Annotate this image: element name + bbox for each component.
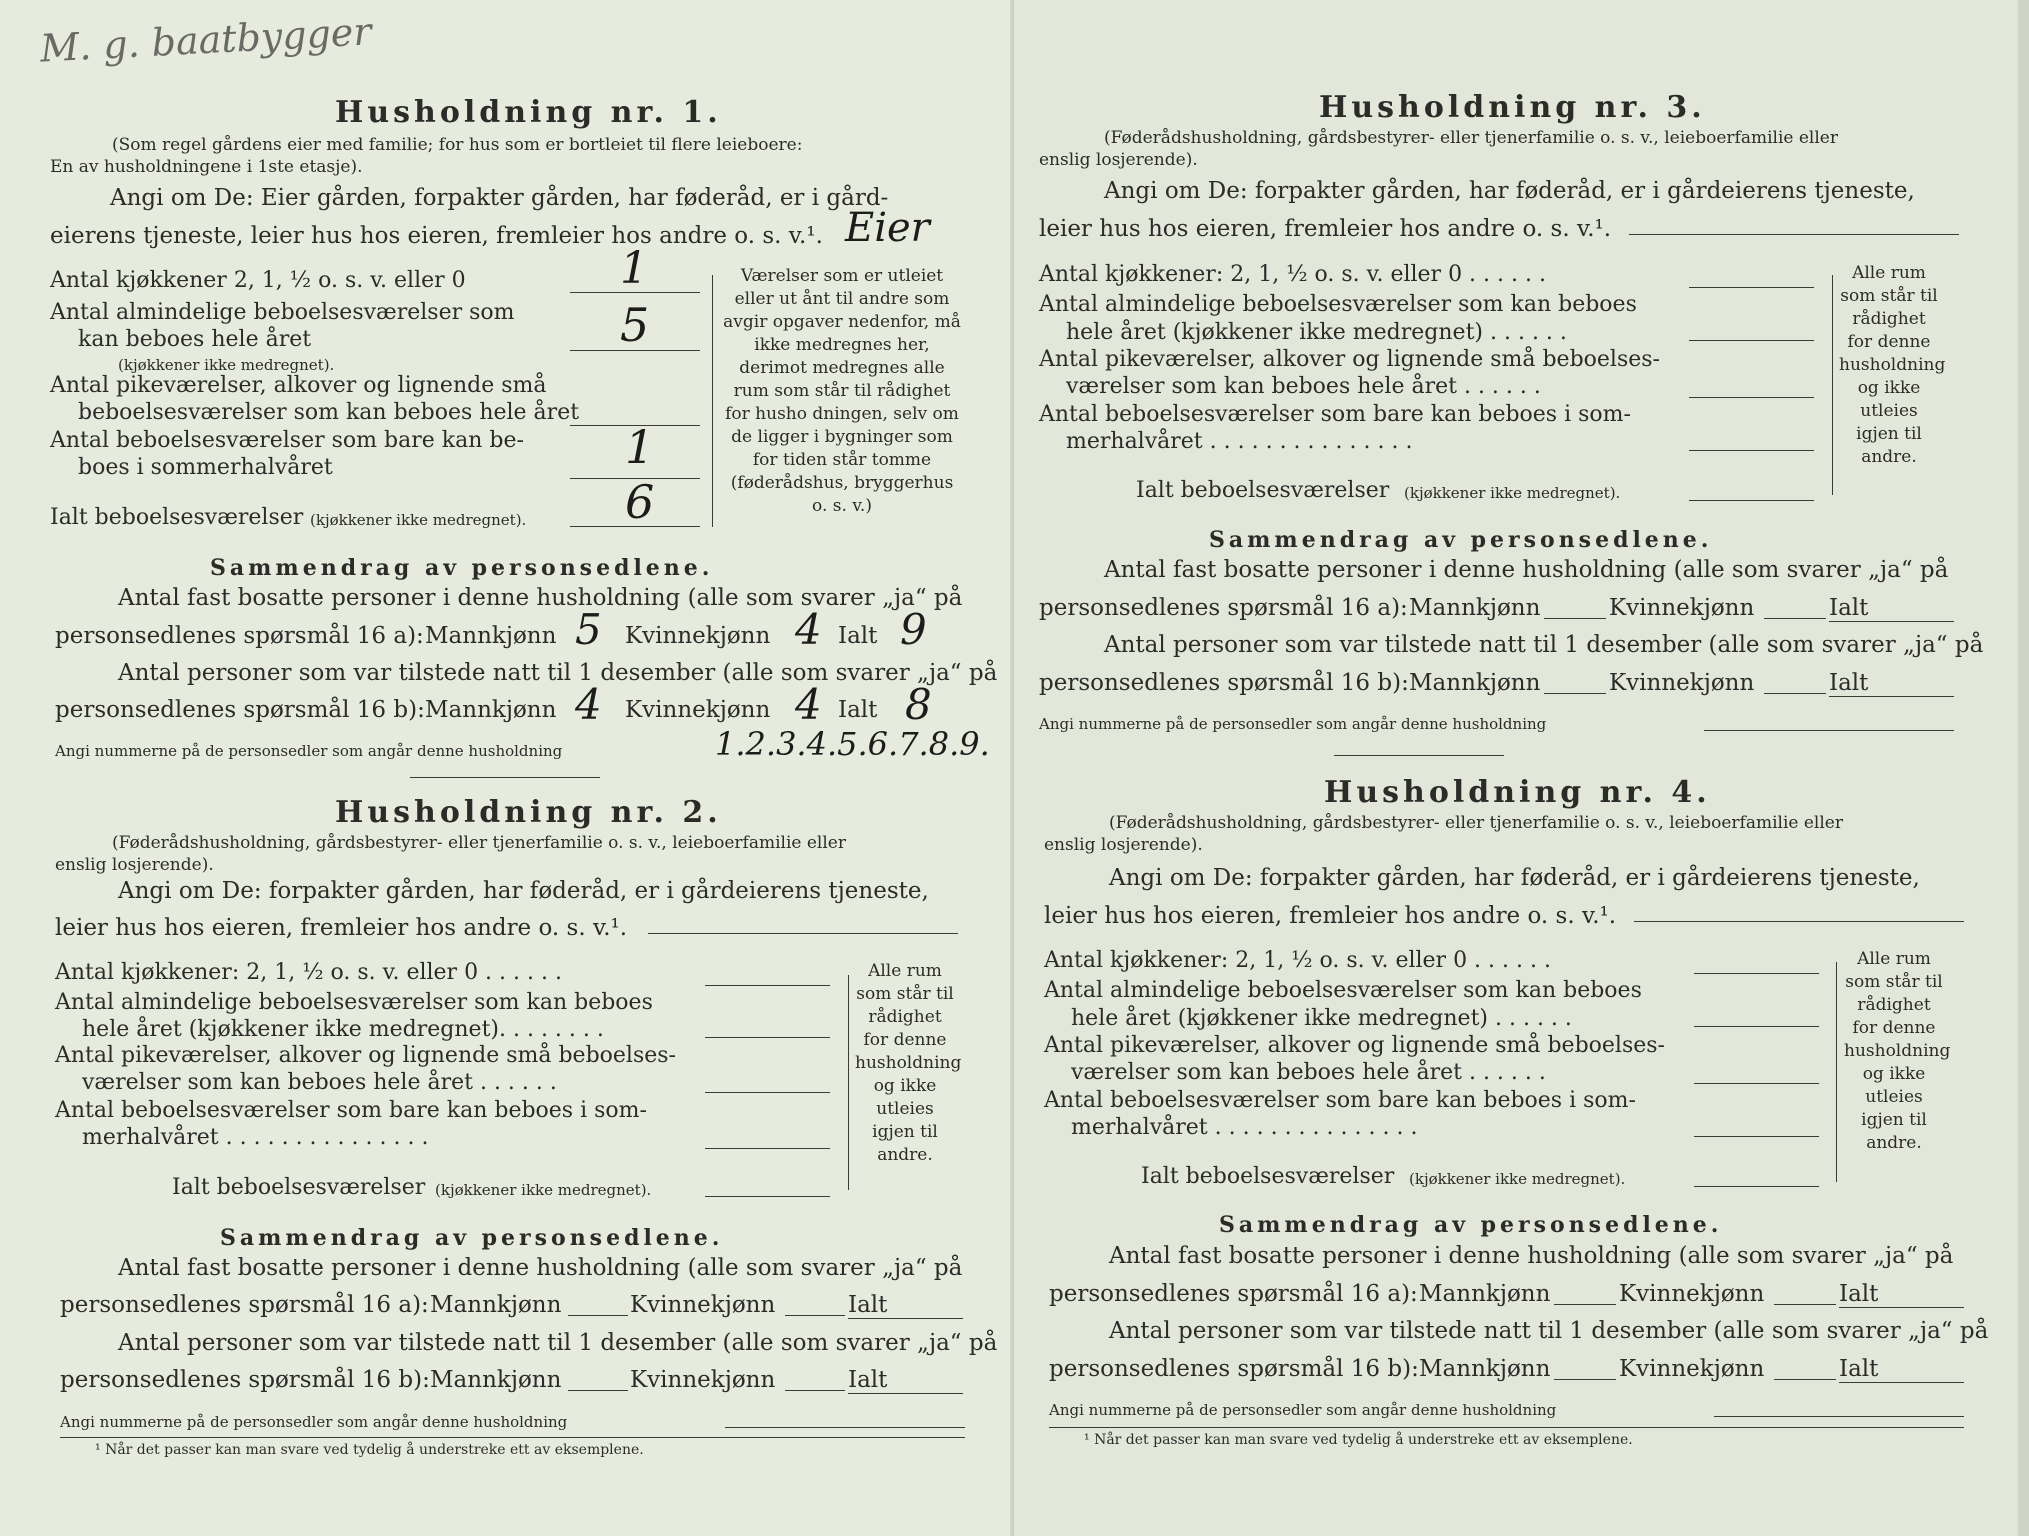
h3-angi-1: Angi om De: forpakter gården, har føderåd, er i gårdeierens tjeneste,	[1104, 178, 1915, 204]
household-3-side-note: Alle rum som står til rådighet for denne husholdning og ikke utleies igjen til andre.	[1839, 263, 1946, 467]
household-2-side-note: Alle rum som står til rådighet for denne husholdning og ikke utleies igjen til andre.	[855, 961, 962, 1165]
h4-rooms-2: hele året (kjøkkener ikke medregnet) . . . . . .	[1071, 1006, 1572, 1031]
nummer-label: Angi nummerne på de personsedler som angår denne husholdning	[55, 742, 563, 760]
h3-summary-1a: Antal fast bosatte personer i denne husholdning (alle som svarer „ja“ på	[1104, 557, 1949, 583]
ialt-label: Ialt	[848, 1367, 888, 1393]
h2-summary-1b: personsedlenes spørsmål 16 a):	[60, 1292, 429, 1318]
h3-maid-rooms-2: værelser som kan beboes hele året . . . . . .	[1066, 374, 1541, 399]
h3-summary-2a: Antal personer som var tilstede natt til 1 desember (alle som svarer „ja“ på	[1104, 632, 1984, 658]
mann-label: Mannkjønn	[425, 623, 557, 649]
ialt-label: Ialt	[848, 1292, 888, 1318]
h4-summer-rooms-2: merhalvåret . . . . . . . . . . . . . . .	[1071, 1115, 1418, 1140]
kvinne-label: Kvinnekjønn	[625, 697, 771, 723]
h2-total-rooms: Ialt beboelsesværelser	[172, 1175, 426, 1200]
h3-summary-1b: personsedlenes spørsmål 16 a):	[1039, 595, 1408, 621]
s2-kvinne-value[interactable]: 4	[795, 680, 822, 729]
angi-answer[interactable]: Eier	[845, 205, 930, 251]
h2-kitchens: Antal kjøkkener: 2, 1, ½ o. s. v. eller 0 . . . . . .	[55, 960, 562, 985]
h2-summary-2a: Antal personer som var tilstede natt til 1 desember (alle som svarer „ja“ på	[118, 1330, 998, 1356]
ialt-label: Ialt	[838, 623, 878, 649]
kvinne-label: Kvinnekjønn	[1619, 1356, 1765, 1382]
mann-label: Mannkjønn	[1409, 670, 1541, 696]
s1-ialt-value[interactable]: 9	[900, 605, 927, 654]
household-4-title: Husholdning nr. 4.	[1324, 775, 1711, 810]
h2-angi-2: leier hus hos eieren, fremleier hos andre o. s. v.¹.	[55, 915, 628, 941]
h2-angi-1: Angi om De: forpakter gården, har føderåd, er i gårdeierens tjeneste,	[118, 878, 929, 904]
h2-maid-rooms: Antal pikeværelser, alkover og lignende små beboelses-	[55, 1043, 676, 1068]
angi-line-2: eierens tjeneste, leier hus hos eieren, fremleier hos andre o. s. v.¹.	[50, 223, 823, 249]
household-4-side-note: Alle rum som står til rådighet for denne husholdning og ikke utleies igjen til andre.	[1844, 949, 1951, 1153]
angi-line-1: Angi om De: Eier gården, forpakter gården, har føderåd, er i gård-	[110, 185, 889, 211]
ialt-label: Ialt	[1839, 1281, 1879, 1307]
h4-nummer-label: Angi nummerne på de personsedler som angår denne husholdning	[1049, 1401, 1557, 1419]
rooms-label-2: kan beboes hele året	[78, 327, 312, 352]
s2-mann-value[interactable]: 4	[575, 680, 602, 729]
h3-total-rooms: Ialt beboelsesværelser	[1136, 478, 1390, 503]
household-1-note-2: En av husholdningene i 1ste etasje).	[50, 157, 363, 177]
h4-kitchens: Antal kjøkkener: 2, 1, ½ o. s. v. eller 0 . . . . . .	[1044, 948, 1551, 973]
h3-rooms-2: hele året (kjøkkener ikke medregnet) . . . . . .	[1066, 320, 1567, 345]
h2-nummer-label: Angi nummerne på de personsedler som angår denne husholdning	[60, 1413, 568, 1431]
h4-summer-rooms: Antal beboelsesværelser som bare kan beboes i som-	[1044, 1088, 1636, 1113]
h3-maid-rooms: Antal pikeværelser, alkover og lignende små beboelses-	[1039, 347, 1660, 372]
rooms-note: (kjøkkener ikke medregnet).	[118, 356, 335, 374]
household-1-summary-title: Sammendrag av personsedlene.	[210, 555, 714, 581]
kvinne-label: Kvinnekjønn	[630, 1367, 776, 1393]
h2-total-note: (kjøkkener ikke medregnet).	[435, 1181, 652, 1199]
s1-mann-value[interactable]: 5	[575, 605, 602, 654]
h3-summer-rooms: Antal beboelsesværelser som bare kan beboes i som-	[1039, 402, 1631, 427]
h3-total-note: (kjøkkener ikke medregnet).	[1404, 484, 1621, 502]
h3-summary-2b: personsedlenes spørsmål 16 b):	[1039, 670, 1409, 696]
h2-rooms-2: hele året (kjøkkener ikke medregnet). . . . . . . .	[82, 1017, 604, 1042]
s1-kvinne-value[interactable]: 4	[795, 605, 822, 654]
household-2-summary-title: Sammendrag av personsedlene.	[220, 1225, 724, 1251]
ialt-label: Ialt	[838, 697, 878, 723]
kvinne-label: Kvinnekjønn	[1619, 1281, 1765, 1307]
household-3-summary-title: Sammendrag av personsedlene.	[1209, 527, 1713, 553]
household-1-title: Husholdning nr. 1.	[335, 95, 722, 130]
maid-rooms-label: Antal pikeværelser, alkover og lignende små	[50, 373, 547, 398]
h2-maid-rooms-2: værelser som kan beboes hele året . . . . . .	[82, 1070, 557, 1095]
h2-summary-1a: Antal fast bosatte personer i denne husholdning (alle som svarer „ja“ på	[118, 1255, 963, 1281]
mann-label: Mannkjønn	[425, 697, 557, 723]
household-2-title: Husholdning nr. 2.	[335, 795, 722, 830]
mann-label: Mannkjønn	[1419, 1356, 1551, 1382]
left-page	[0, 0, 1014, 1536]
total-rooms-label: Ialt beboelsesværelser	[50, 505, 304, 530]
ialt-label: Ialt	[1829, 595, 1869, 621]
kvinne-label: Kvinnekjønn	[625, 623, 771, 649]
rooms-value[interactable]: 5	[620, 298, 650, 352]
h2-summer-rooms: Antal beboelsesværelser som bare kan beboes i som-	[55, 1098, 647, 1123]
total-rooms-value[interactable]: 6	[625, 475, 655, 529]
kitchens-label: Antal kjøkkener 2, 1, ½ o. s. v. eller 0	[50, 268, 466, 293]
summary-2b: personsedlenes spørsmål 16 b):	[55, 697, 425, 723]
ialt-label: Ialt	[1829, 670, 1869, 696]
summer-rooms-value[interactable]: 1	[625, 420, 655, 474]
h4-angi-2: leier hus hos eieren, fremleier hos andre o. s. v.¹.	[1044, 903, 1617, 929]
household-4-note: (Føderådshusholdning, gårdsbestyrer- eller tjenerfamilie o. s. v., leieboerfamilie eller	[1109, 813, 1843, 833]
mann-label: Mannkjønn	[1419, 1281, 1551, 1307]
mann-label: Mannkjønn	[430, 1292, 562, 1318]
rooms-label: Antal almindelige beboelsesværelser som	[50, 300, 515, 325]
h3-rooms: Antal almindelige beboelsesværelser som kan beboes	[1039, 292, 1637, 317]
kvinne-label: Kvinnekjønn	[630, 1292, 776, 1318]
kvinne-label: Kvinnekjønn	[1609, 595, 1755, 621]
h3-angi-2: leier hus hos eieren, fremleier hos andre o. s. v.¹.	[1039, 216, 1612, 242]
h4-rooms: Antal almindelige beboelsesværelser som kan beboes	[1044, 978, 1642, 1003]
household-3-note-2: enslig losjerende).	[1039, 150, 1198, 170]
s2-ialt-value[interactable]: 8	[905, 680, 932, 729]
h4-summary-1b: personsedlenes spørsmål 16 a):	[1049, 1281, 1418, 1307]
household-1-note: (Som regel gårdens eier med familie; for hus som er bortleiet til flere leieboere:	[112, 135, 803, 155]
h3-kitchens: Antal kjøkkener: 2, 1, ½ o. s. v. eller 0 . . . . . .	[1039, 262, 1546, 287]
footnote: ¹ Når det passer kan man svare ved tydelig å understreke ett av eksemplene.	[95, 1442, 644, 1458]
h4-summary-1a: Antal fast bosatte personer i denne husholdning (alle som svarer „ja“ på	[1109, 1243, 1954, 1269]
h4-angi-1: Angi om De: forpakter gården, har føderåd, er i gårdeierens tjeneste,	[1109, 865, 1920, 891]
summer-rooms-label: Antal beboelsesværelser som bare kan be-	[50, 428, 524, 453]
h4-total-rooms: Ialt beboelsesværelser	[1141, 1164, 1395, 1189]
h4-total-note: (kjøkkener ikke medregnet).	[1409, 1170, 1626, 1188]
kitchens-value[interactable]: 1	[620, 243, 648, 294]
household-4-summary-title: Sammendrag av personsedlene.	[1219, 1212, 1723, 1238]
h4-summary-2b: personsedlenes spørsmål 16 b):	[1049, 1356, 1419, 1382]
right-page	[1014, 0, 2029, 1536]
corner-handwriting: M. g. baatbygger	[39, 9, 373, 71]
household-2-note-2: enslig losjerende).	[55, 855, 214, 875]
nummer-value[interactable]: 1.2.3.4.5.6.7.8.9.	[715, 725, 990, 763]
household-3-title: Husholdning nr. 3.	[1319, 90, 1706, 125]
ialt-label: Ialt	[1839, 1356, 1879, 1382]
household-3-note: (Føderådshusholdning, gårdsbestyrer- eller tjenerfamilie o. s. v., leieboerfamilie eller	[1104, 128, 1838, 148]
h2-summer-rooms-2: merhalvåret . . . . . . . . . . . . . . .	[82, 1125, 429, 1150]
h2-summary-2b: personsedlenes spørsmål 16 b):	[60, 1367, 430, 1393]
h3-summer-rooms-2: merhalvåret . . . . . . . . . . . . . . .	[1066, 429, 1413, 454]
household-2-note: (Føderådshusholdning, gårdsbestyrer- eller tjenerfamilie o. s. v., leieboerfamilie eller	[112, 833, 846, 853]
h2-rooms: Antal almindelige beboelsesværelser som kan beboes	[55, 990, 653, 1015]
kvinne-label: Kvinnekjønn	[1609, 670, 1755, 696]
mann-label: Mannkjønn	[430, 1367, 562, 1393]
total-rooms-note: (kjøkkener ikke medregnet).	[310, 511, 527, 529]
summer-rooms-label-2: boes i sommerhalvåret	[78, 455, 333, 480]
footnote: ¹ Når det passer kan man svare ved tydelig å understreke ett av eksemplene.	[1084, 1432, 1633, 1448]
maid-rooms-label-2: beboelsesværelser som kan beboes hele året	[78, 400, 580, 425]
household-1-side-note: Værelser som er utleiet eller ut ånt til andre som avgir opgaver nedenfor, må ikke medregnes her, derimot medregnes alle rum som står til rådighet for husho dningen, selv om de ligger i bygninger som for tiden står tomme (føderådshus, bryggerhus o. s. v.)	[723, 266, 961, 516]
h4-maid-rooms-2: værelser som kan beboes hele året . . . . . .	[1071, 1060, 1546, 1085]
mann-label: Mannkjønn	[1409, 595, 1541, 621]
summary-1b: personsedlenes spørsmål 16 a):	[55, 623, 424, 649]
h4-summary-2a: Antal personer som var tilstede natt til 1 desember (alle som svarer „ja“ på	[1109, 1318, 1989, 1344]
summary-1a: Antal fast bosatte personer i denne husholdning (alle som svarer „ja“ på	[118, 585, 963, 611]
summary-2a: Antal personer som var tilstede natt til 1 desember (alle som svarer „ja“ på	[118, 660, 998, 686]
h4-maid-rooms: Antal pikeværelser, alkover og lignende små beboelses-	[1044, 1033, 1665, 1058]
h3-nummer-label: Angi nummerne på de personsedler som angår denne husholdning	[1039, 715, 1547, 733]
household-4-note-2: enslig losjerende).	[1044, 835, 1203, 855]
page-edge	[2018, 0, 2029, 1536]
